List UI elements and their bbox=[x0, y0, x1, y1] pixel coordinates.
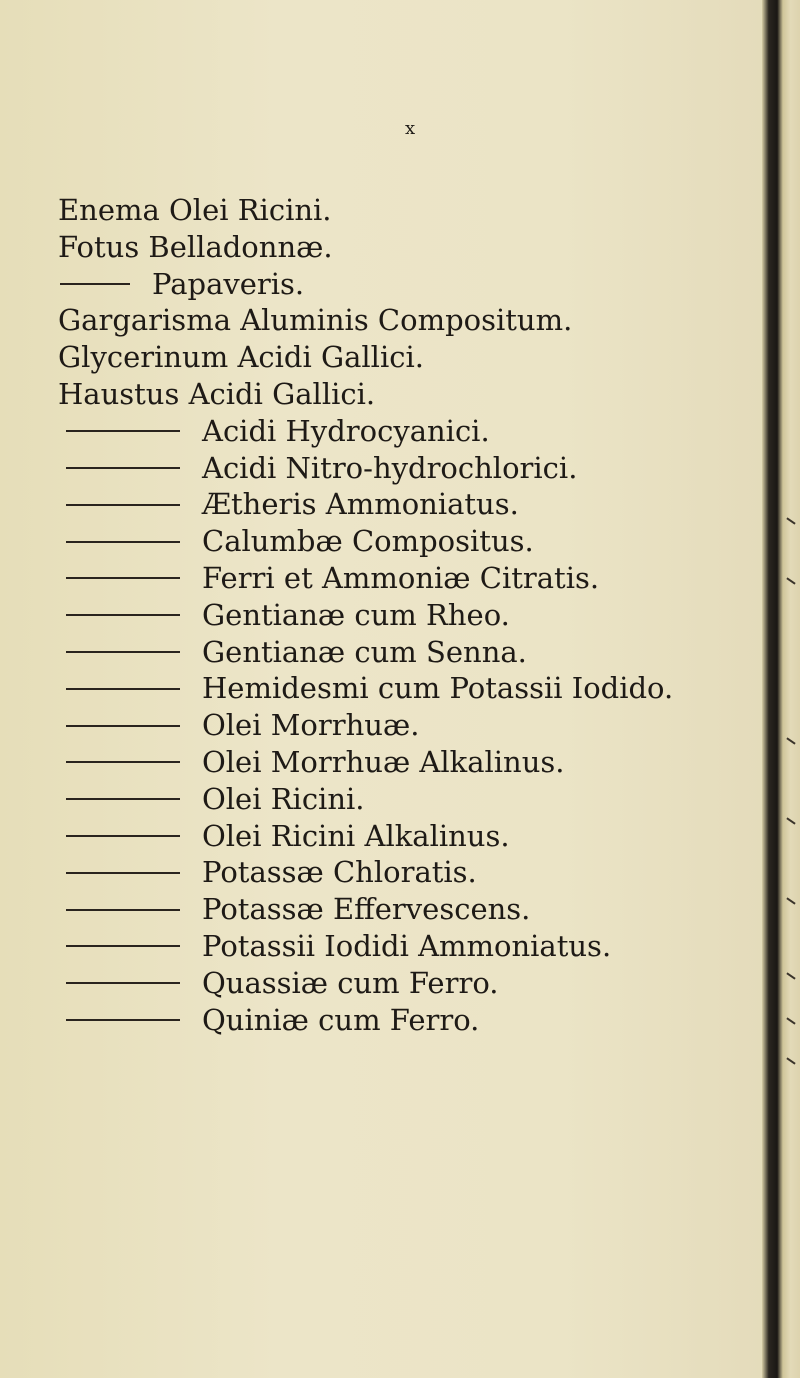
list-item bbox=[58, 229, 673, 266]
ditto-dash bbox=[66, 430, 180, 432]
list-item bbox=[58, 486, 673, 523]
binding-mark bbox=[786, 1017, 795, 1024]
entry-text: Acidi Nitro-hydrochlorici. bbox=[202, 450, 578, 485]
entry-text: Ætheris Ammoniatus. bbox=[202, 487, 519, 522]
list-item bbox=[58, 744, 673, 781]
ditto-dash bbox=[66, 909, 180, 911]
list-item bbox=[58, 965, 673, 1002]
binding-mark bbox=[786, 737, 795, 744]
list-item bbox=[58, 413, 673, 450]
entry-text: Olei Morrhuæ. bbox=[202, 708, 420, 743]
entry-text: Olei Ricini. bbox=[202, 781, 365, 816]
entry-text: Enema Olei Ricini. bbox=[58, 193, 332, 227]
book-binding-edge bbox=[762, 0, 800, 1378]
ditto-dash bbox=[66, 467, 180, 469]
ditto-dash bbox=[66, 614, 180, 616]
list-item bbox=[58, 450, 673, 487]
list-item bbox=[58, 854, 673, 891]
ditto-dash bbox=[60, 283, 130, 285]
entry-text: Potassæ Effervescens. bbox=[202, 892, 531, 927]
list-item bbox=[58, 266, 673, 303]
binding-mark bbox=[786, 1057, 795, 1064]
list-item bbox=[58, 560, 673, 597]
ditto-dash bbox=[66, 1019, 180, 1021]
list-item bbox=[58, 523, 673, 560]
binding-mark bbox=[786, 972, 795, 979]
ditto-dash bbox=[66, 872, 180, 874]
entry-text: Haustus Acidi Gallici. bbox=[58, 376, 376, 411]
entry-text: Gargarisma Aluminis Compositum. bbox=[58, 303, 573, 338]
list-item bbox=[58, 670, 673, 707]
binding-mark bbox=[786, 577, 795, 584]
ditto-dash bbox=[66, 541, 180, 543]
ditto-dash bbox=[66, 798, 180, 800]
entry-text: Hemidesmi cum Potassii Iodido. bbox=[202, 671, 674, 706]
entry-text: Gentianæ cum Rheo. bbox=[202, 597, 510, 632]
formulary-list bbox=[58, 192, 673, 1038]
entry-text: Quiniæ cum Ferro. bbox=[202, 1002, 480, 1037]
entry-text: Olei Morrhuæ Alkalinus. bbox=[202, 744, 565, 779]
entry-text: Fotus Belladonnæ. bbox=[58, 229, 333, 264]
list-item bbox=[58, 339, 673, 376]
ditto-dash bbox=[66, 761, 180, 763]
page-number: x bbox=[405, 118, 417, 139]
entry-text: Olei Ricini Alkalinus. bbox=[202, 818, 510, 853]
entry-text: Potassii Iodidi Ammoniatus. bbox=[202, 928, 612, 963]
entry-text: Ferri et Ammoniæ Citratis. bbox=[202, 560, 600, 595]
list-item bbox=[58, 634, 673, 671]
ditto-dash bbox=[66, 688, 180, 690]
list-item bbox=[58, 376, 673, 413]
list-item bbox=[58, 818, 673, 855]
entry-text: Acidi Hydrocyanici. bbox=[202, 413, 490, 448]
entry-text: Potassæ Chloratis. bbox=[202, 855, 477, 890]
list-item bbox=[58, 891, 673, 928]
ditto-dash bbox=[66, 945, 180, 947]
list-item bbox=[58, 928, 673, 965]
list-item bbox=[58, 302, 673, 339]
list-item bbox=[58, 781, 673, 818]
ditto-dash bbox=[66, 835, 180, 837]
ditto-dash bbox=[66, 982, 180, 984]
binding-mark bbox=[786, 817, 795, 824]
entry-text: Quassiæ cum Ferro. bbox=[202, 965, 499, 1000]
entry-text: Papaveris. bbox=[152, 266, 305, 301]
list-item bbox=[58, 1002, 673, 1039]
binding-mark bbox=[786, 517, 795, 524]
ditto-dash bbox=[66, 651, 180, 653]
ditto-dash bbox=[66, 725, 180, 727]
entry-text: Glycerinum Acidi Gallici. bbox=[58, 340, 424, 375]
list-item bbox=[58, 597, 673, 634]
entry-text: Gentianæ cum Senna. bbox=[202, 634, 527, 669]
entry-text: Calumbæ Compositus. bbox=[202, 524, 534, 559]
binding-mark bbox=[786, 897, 795, 904]
ditto-dash bbox=[66, 577, 180, 579]
ditto-dash bbox=[66, 504, 180, 506]
list-item bbox=[58, 192, 673, 229]
list-item bbox=[58, 707, 673, 744]
